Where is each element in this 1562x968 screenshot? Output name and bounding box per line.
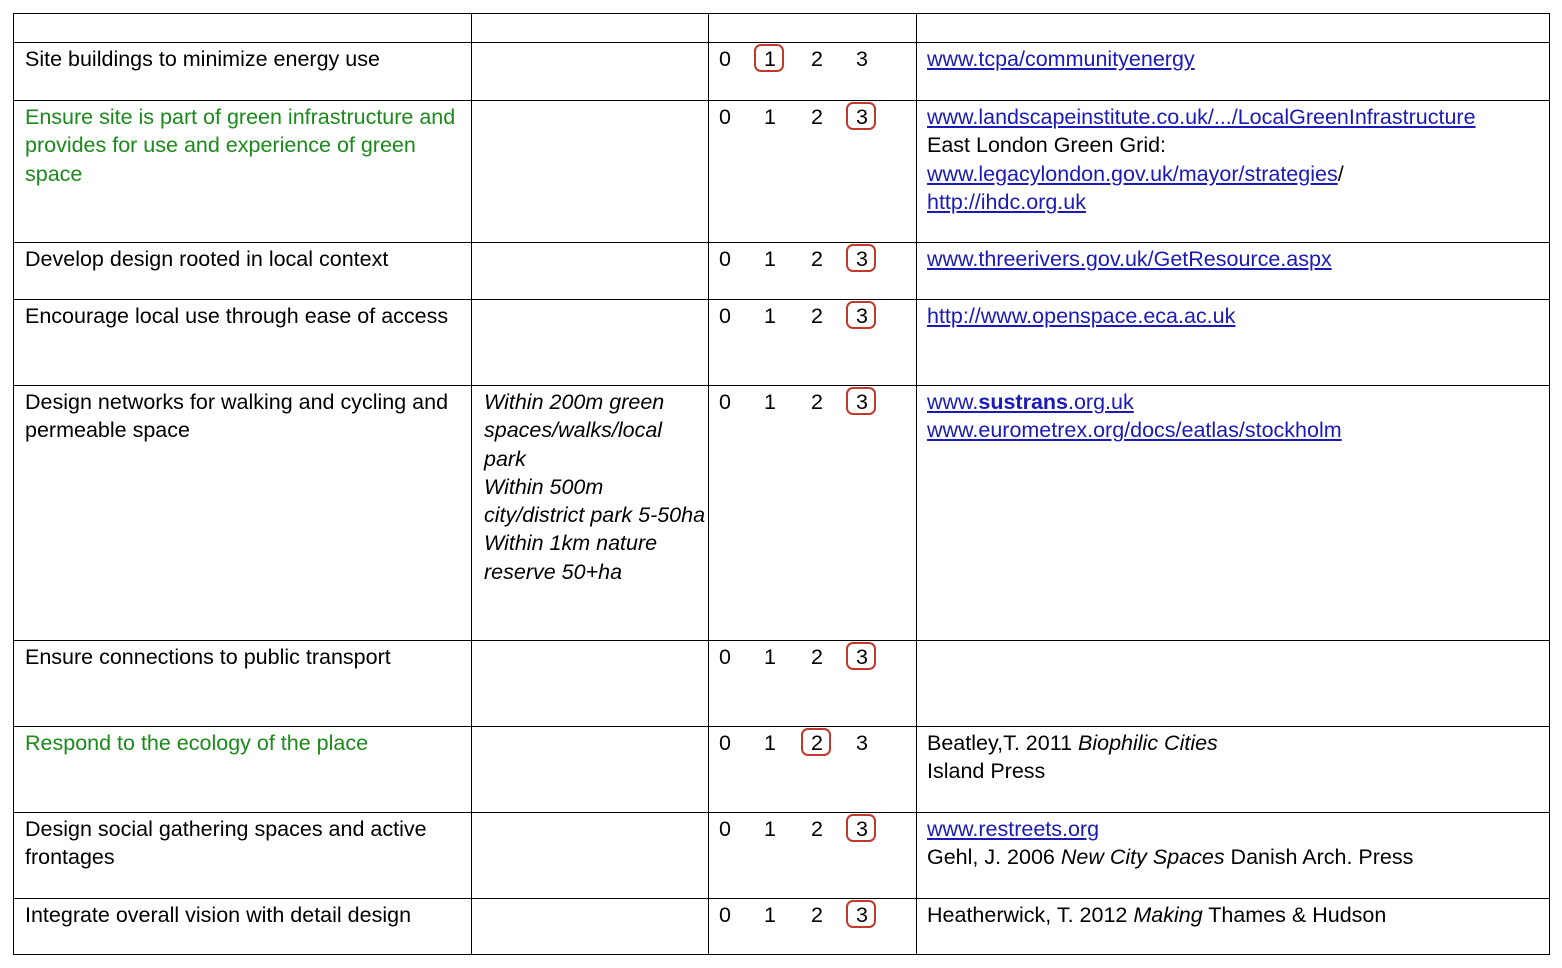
criterion-cell: Integrate overall vision with detail design [25,903,412,927]
resource-line [927,843,1547,871]
resource-link[interactable]: www.eurometrex.org/docs/eatlas/stockholm [927,418,1342,443]
criterion-cell: Ensure site is part of green infrastructure and provides for use and experience of green space [25,105,456,186]
criterion-cell: Ensure connections to public transport [25,645,391,669]
score-option-selected[interactable]: 3 [847,103,877,131]
score-option[interactable]: 2 [811,304,823,328]
citation-author: Beatley,T. 2011 [927,731,1078,755]
resource-line [927,188,1547,216]
score-option[interactable]: 0 [719,304,731,328]
score-option[interactable]: 2 [811,817,823,841]
score-option[interactable]: 2 [811,390,823,414]
score-cell [710,101,918,242]
score-option-selected[interactable]: 1 [755,45,785,73]
resources-cell [927,243,1547,299]
resources-cell [927,641,1547,726]
resource-text: East London Green Grid: [927,133,1167,158]
score-cell [710,899,918,956]
score-option[interactable]: 1 [764,903,776,927]
resource-line [927,416,1547,444]
citation-publisher: Thames & Hudson [1202,903,1387,927]
table-row [14,243,1549,299]
score-cell [710,386,918,640]
score-option-selected[interactable]: 3 [847,643,877,671]
score-option[interactable]: 0 [719,47,731,71]
score-option-selected[interactable]: 3 [847,901,877,929]
resources-cell [927,101,1547,242]
resource-line [927,160,1547,188]
score-option[interactable]: 0 [719,645,731,669]
criterion-cell: Respond to the ecology of the place [25,731,369,755]
score-cell [710,641,918,726]
citation-title: Making [1133,903,1203,927]
note-cell [484,641,709,726]
table-row [14,727,1549,812]
criterion-cell: Design social gathering spaces and active frontages [25,817,427,870]
note-cell [484,899,709,956]
table-row [14,813,1549,898]
resource-link[interactable]: www.restreets.org [927,817,1100,841]
score-option[interactable]: 2 [811,47,823,71]
score-option[interactable]: 2 [811,247,823,271]
resource-link[interactable]: www.landscapeinstitute.co.uk/.../LocalGreenInfrastructure [927,105,1476,129]
note-cell: Within 200m green spaces/walks/local park Within 500m city/district park 5-50ha Within 1km nature reserve 50+ha [484,390,706,584]
table-row [14,101,1549,242]
citation-title: Biophilic Cities [1078,731,1218,755]
criterion-cell: Develop design rooted in local context [25,247,389,271]
link-suffix: / [1337,161,1344,186]
score-cell [710,43,918,100]
resource-link[interactable]: www.threerivers.gov.uk/GetResource.aspx [927,247,1332,271]
score-option[interactable]: 0 [719,903,731,927]
note-cell [484,243,709,299]
score-option[interactable]: 1 [764,390,776,414]
score-option[interactable]: 1 [764,645,776,669]
score-cell [710,813,918,898]
score-option[interactable]: 2 [811,105,823,129]
resource-line [927,815,1547,843]
score-option[interactable]: 3 [856,47,868,71]
score-option-selected[interactable]: 3 [847,388,877,416]
resource-link[interactable]: www.legacylondon.gov.uk/mayor/strategies [927,161,1338,186]
assessment-table [13,13,1550,955]
score-option[interactable]: 1 [764,105,776,129]
resource-link[interactable]: www.sustrans.org.uk [927,390,1134,414]
score-option-selected[interactable]: 3 [847,815,877,843]
note-cell [484,43,709,100]
resources-cell [927,727,1547,812]
score-option[interactable]: 1 [764,731,776,755]
resources-cell [927,300,1547,385]
note-cell [484,101,709,242]
score-option[interactable]: 0 [719,817,731,841]
resources-cell [927,386,1547,640]
score-option[interactable]: 1 [764,304,776,328]
table-row [14,43,1549,100]
score-option-selected[interactable]: 3 [847,245,877,273]
resource-link[interactable]: http://www.openspace.eca.ac.uk [927,304,1236,328]
resource-link[interactable]: www.tcpa/communityenergy [927,47,1195,71]
resource-line [927,302,1547,330]
resource-line [927,388,1547,416]
link-bold-part: sustrans [978,390,1068,414]
resource-line [927,757,1547,785]
criterion-cell: Encourage local use through ease of access [25,304,449,328]
citation-author: Heatherwick, T. 2012 [927,903,1134,927]
note-cell [484,300,709,385]
resource-line [927,901,1547,929]
resource-line [927,729,1547,757]
resource-line [927,103,1547,131]
score-option[interactable]: 1 [764,817,776,841]
note-cell [484,727,709,812]
resources-cell [927,43,1547,100]
resources-cell [927,899,1547,956]
criterion-cell: Design networks for walking and cycling and permeable space [25,390,449,443]
score-cell [710,243,918,299]
score-option[interactable]: 3 [856,731,868,755]
resource-line [927,245,1547,273]
resources-cell [927,813,1547,898]
table-row [14,300,1549,385]
score-option[interactable]: 0 [719,390,731,414]
score-option[interactable]: 1 [764,247,776,271]
score-option[interactable]: 2 [811,903,823,927]
score-option-selected[interactable]: 2 [802,729,832,757]
score-cell [710,727,918,812]
note-cell [484,813,709,898]
resource-line [927,45,1547,73]
score-cell [710,300,918,385]
resource-line [927,131,1547,159]
score-option[interactable]: 0 [719,247,731,271]
score-option[interactable]: 2 [811,645,823,669]
resource-text: Island Press [927,759,1046,784]
table-row [14,641,1549,726]
resource-link[interactable]: http://ihdc.org.uk [927,189,1086,214]
score-option[interactable]: 0 [719,731,731,755]
table-row [14,899,1549,956]
citation-title: New City Spaces [1060,845,1225,870]
score-option-selected[interactable]: 3 [847,302,877,330]
score-option[interactable]: 0 [719,105,731,129]
citation-publisher: Danish Arch. Press [1224,845,1414,870]
criterion-cell: Site buildings to minimize energy use [25,47,380,71]
table-row [14,386,1549,640]
citation-author: Gehl, J. 2006 [927,845,1061,870]
